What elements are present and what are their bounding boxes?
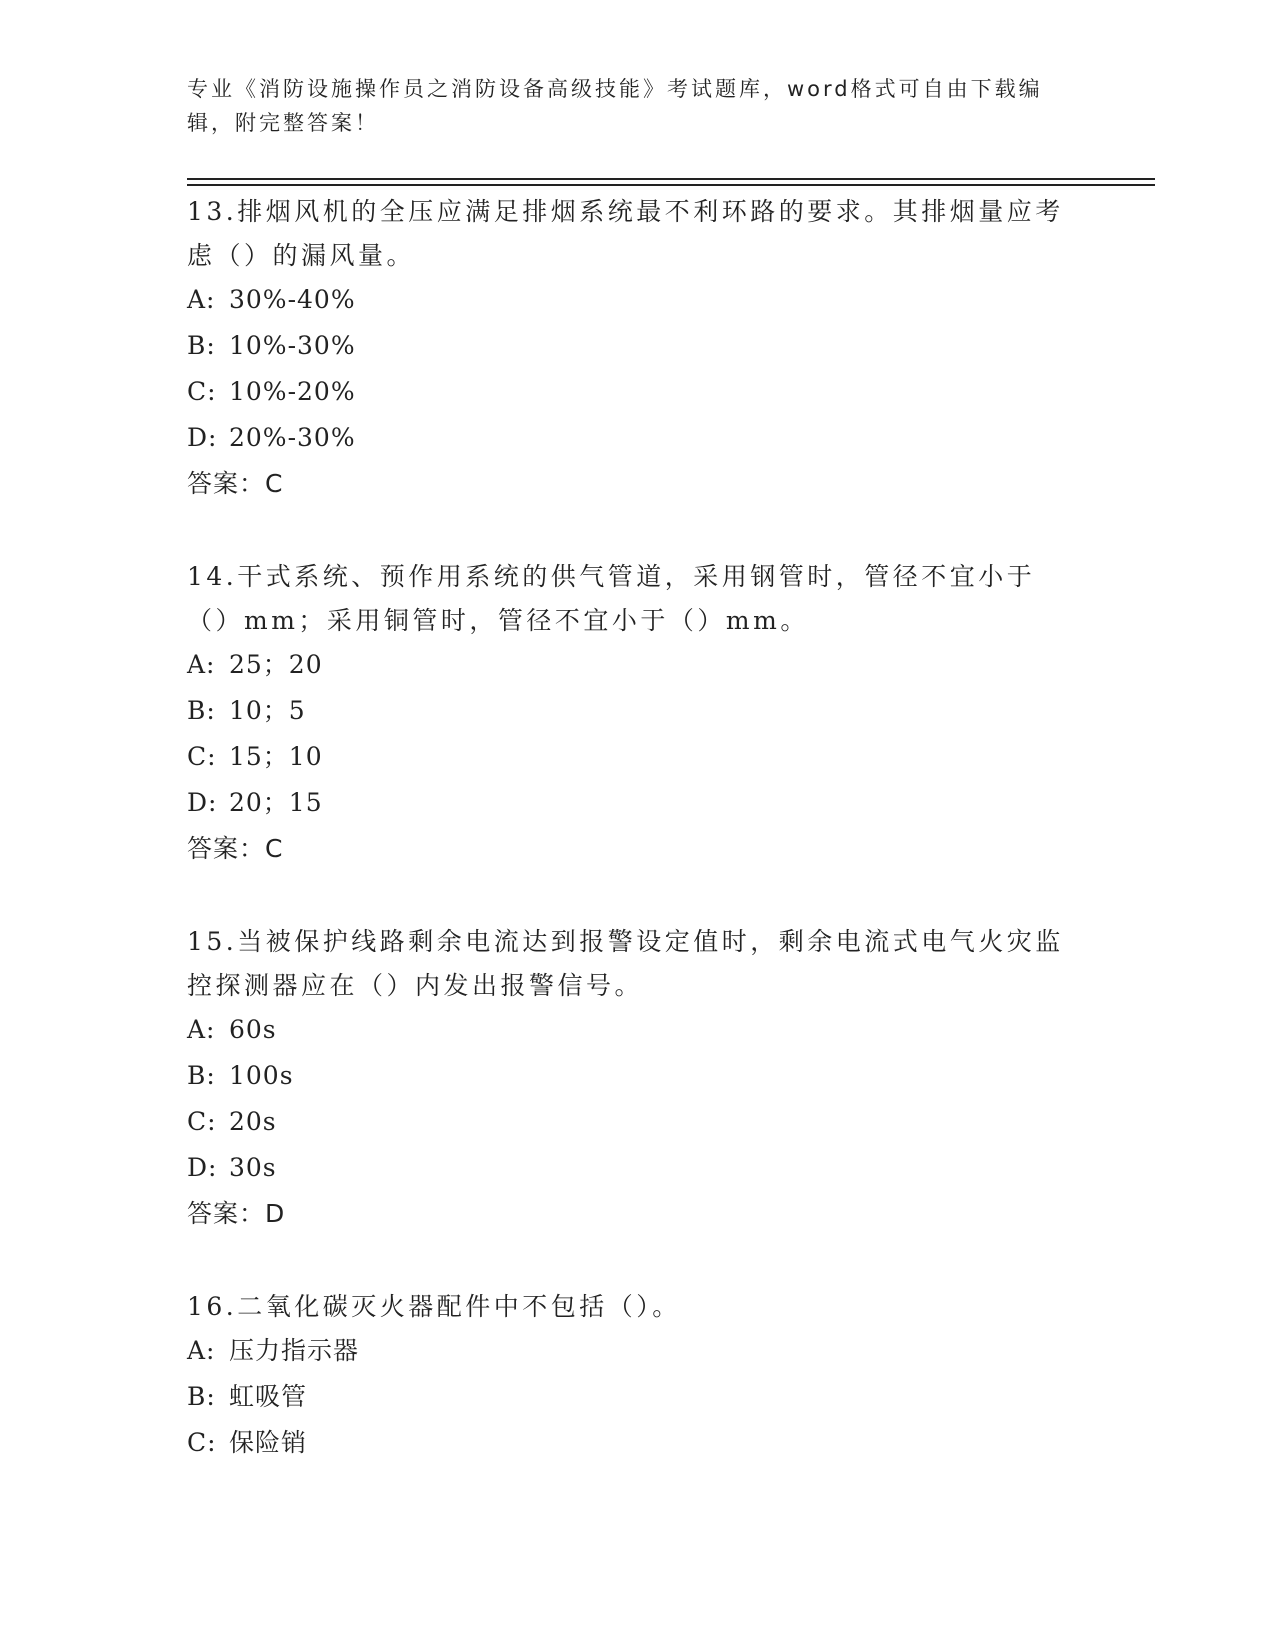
option-b — [187, 324, 1077, 370]
option-c — [187, 1421, 1077, 1467]
option-value: 15；10 — [229, 742, 323, 771]
option-value: 20s — [229, 1107, 277, 1136]
option-b — [187, 1375, 1077, 1421]
option-value: 20%-30% — [229, 423, 356, 452]
option-value: 20；15 — [229, 788, 323, 817]
question-15 — [187, 920, 1077, 1236]
header-divider-bottom — [187, 184, 1155, 186]
option-label: B: — [187, 696, 216, 725]
option-c — [187, 370, 1077, 416]
option-d — [187, 781, 1077, 827]
answer: 答案：C — [187, 469, 284, 498]
option-d — [187, 416, 1077, 462]
question-text: 14.干式系统、预作用系统的供气管道，采用钢管时，管径不宜小于（）mm；采用铜管时，管径不宜小于（）mm。 — [187, 562, 1036, 635]
option-label: C: — [187, 1428, 217, 1457]
answer: 答案：D — [187, 1199, 286, 1228]
option-value: 10；5 — [229, 696, 306, 725]
option-value: 10%-20% — [229, 377, 356, 406]
question-14 — [187, 555, 1077, 871]
option-a — [187, 1329, 1077, 1375]
question-text: 13.排烟风机的全压应满足排烟系统最不利环路的要求。其排烟量应考虑（）的漏风量。 — [187, 197, 1064, 270]
option-value: 虹吸管 — [229, 1382, 308, 1411]
option-label: B: — [187, 1382, 216, 1411]
option-label: B: — [187, 331, 216, 360]
option-label: D: — [187, 1153, 218, 1182]
question-16 — [187, 1285, 1077, 1467]
question-text: 15.当被保护线路剩余电流达到报警设定值时，剩余电流式电气火灾监控探测器应在（）内发出报警信号。 — [187, 927, 1064, 1000]
question-13 — [187, 190, 1077, 506]
option-a — [187, 643, 1077, 689]
option-value: 保险销 — [229, 1428, 308, 1457]
option-label: D: — [187, 788, 218, 817]
option-label: A: — [187, 285, 216, 314]
option-label: B: — [187, 1061, 216, 1090]
header-divider-top — [187, 178, 1155, 180]
option-a — [187, 1008, 1077, 1054]
option-c — [187, 1100, 1077, 1146]
option-label: A: — [187, 650, 216, 679]
option-value: 60s — [229, 1015, 277, 1044]
question-text: 16.二氧化碳灭火器配件中不包括（）。 — [187, 1292, 681, 1321]
document-intro: 专业《消防设施操作员之消防设备高级技能》考试题库，word格式可自由下载编辑，附完整答案！ — [187, 77, 1043, 135]
option-c — [187, 735, 1077, 781]
option-b — [187, 1054, 1077, 1100]
option-label: C: — [187, 742, 217, 771]
option-label: A: — [187, 1336, 216, 1365]
option-label: C: — [187, 1107, 217, 1136]
option-d — [187, 1146, 1077, 1192]
option-label: A: — [187, 1015, 216, 1044]
option-value: 30%-40% — [229, 285, 356, 314]
answer: 答案：C — [187, 834, 284, 863]
option-label: D: — [187, 423, 218, 452]
option-label: C: — [187, 377, 217, 406]
option-value: 100s — [229, 1061, 294, 1090]
option-value: 30s — [229, 1153, 277, 1182]
option-value: 压力指示器 — [229, 1336, 360, 1365]
option-a — [187, 278, 1077, 324]
option-value: 10%-30% — [229, 331, 356, 360]
option-b — [187, 689, 1077, 735]
option-value: 25；20 — [229, 650, 323, 679]
